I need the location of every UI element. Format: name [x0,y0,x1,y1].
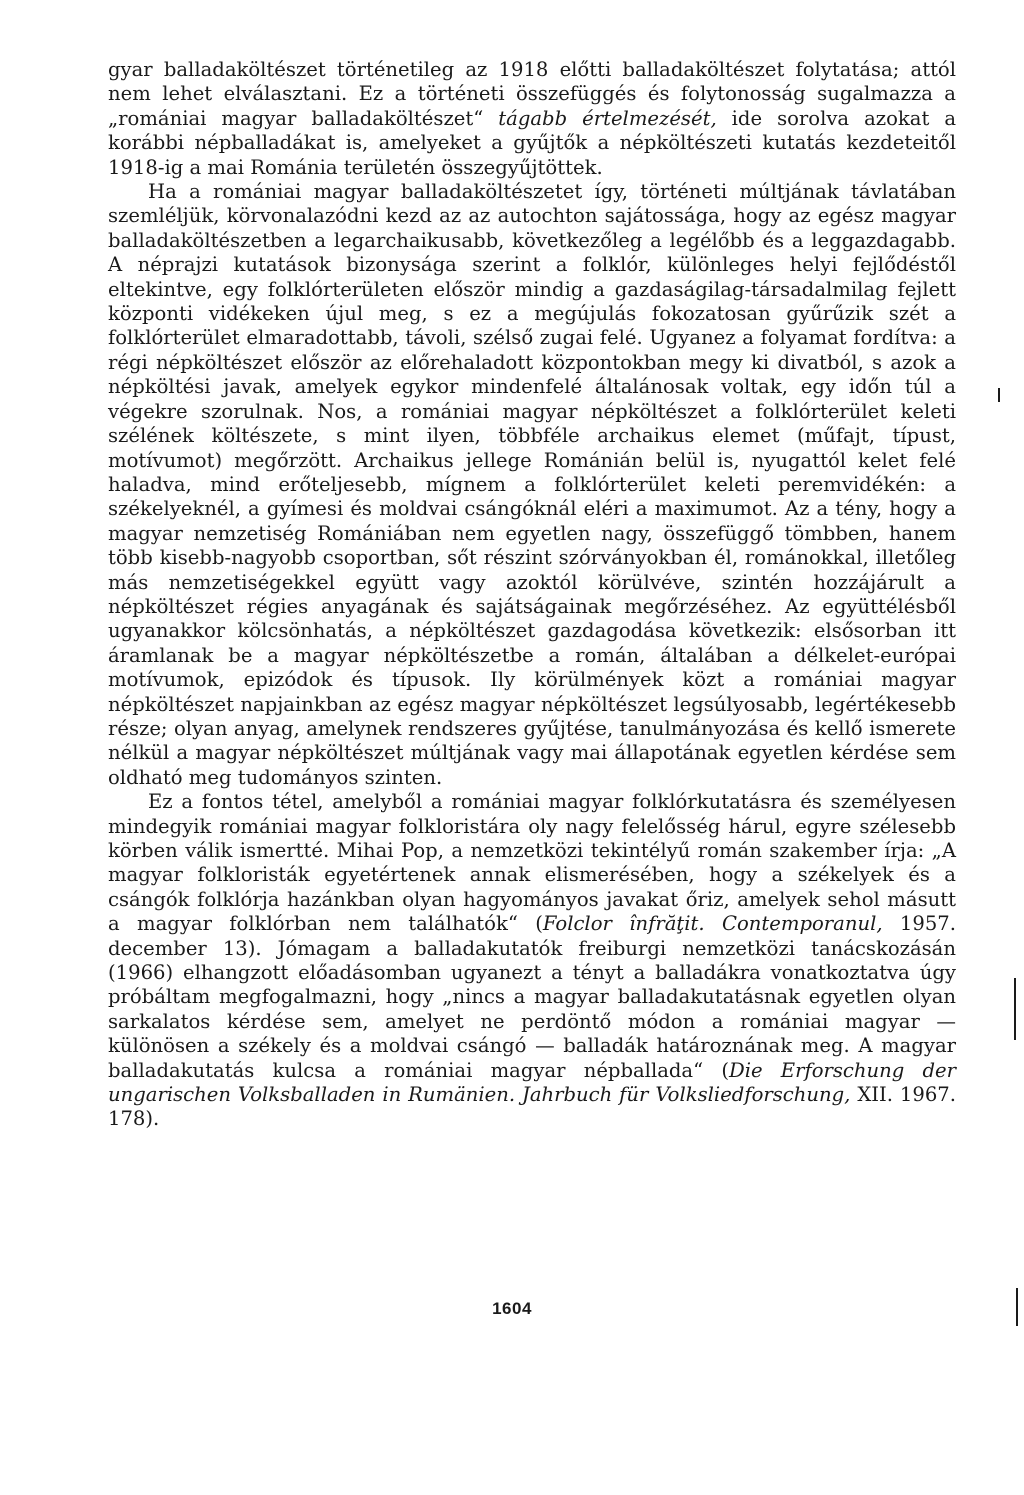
paragraph-2 [108,180,956,790]
italic-citation: Folclor înfrăţit. Contemporanul, [542,912,883,936]
text-run: ide sorolva azokat a korábbi népballadákat is, amelyeket a gyűjtők a népköltészeti kutatás kezdeteitől 1918-ig a mai Románia területén összegyűjtöttek. [108,106,957,179]
text-run: Ha a romániai magyar balladaköltészetet így, történeti múltjának távlatában szemléljük, körvonalazódni kezd az az autochton sajátossága, hogy az egész magyar balladaköltészetben a legarchaikusabb, következőleg a legélőbb és a leggazdagabb. A néprajzi kutatások bizonysága szerint a folklór, különleges helyi fejlődéstől eltekintve, egy folklórterületen először mindig a gazdaságilag-társadalmilag fejlett központi vidékeken újul meg, s ez a megújulás fokozatosan gyűrűzik szét a folklórterület elmaradottabb, távoli, szélső zugai felé. Ugyanez a folyamat fordítva: a régi népköltészet először az előrehaladott központokban megy ki divatból, s azok a népköltési javak, amelyek egykor mindenfelé általánosak voltak, egy időn túl a végekre szorulnak. Nos, a romániai magyar népköltészet a folklórterület keleti szélének költészete, s mint ilyen, többféle archaikus elemet (műfajt, típust, motívumot) megőrzött. Archaikus jellege Románián belül is, nyugattól kelet felé haladva, mind erőteljesebb, mígnem a folklórterület keleti peremvidékén: a székelyeknél, a gyímesi és moldvai csángóknál eléri a maximumot. Az a tény, hogy a magyar nemzetiség Romániában nem egyetlen nagy, összefüggő tömbben, hanem több kisebb-nagyobb csoportban, sőt részint szórványokban él, románokkal, illetőleg más nemzetiségekkel együtt vagy azoktól körülvéve, szintén hozzájárult a népköltészet régies anyagának és sajátságainak megőrzéséhez. Az együttélésből ugyanakkor kölcsönhatás, a népköltészet gazdagodása következik: elsősorban itt áramlanak be a magyar népköltészetbe a román, általában a délkelet-európai motívumok, epizódok és típusok. Ily körülmények közt a romániai magyar népköltészet napjainkban az egész magyar népköltészet legsúlyosabb, legértékesebb része; olyan anyag, amelynek rendszeres gyűjtése, tanulmányozása és kellő ismerete nélkül a magyar népköltészet múltjának vagy mai állapotának egyetlen kérdése sem oldható meg tudományos szinten. [108,180,956,789]
italic-citation: Die Erforschung der ungarischen Volksballaden in Rumänien. Jahrbuch für Volksliedforschung, [108,1058,957,1107]
page-number: 1604 [492,1299,532,1318]
paragraph-3 [108,790,956,1132]
paragraph-1 [108,58,956,180]
margin-mark [998,388,1000,402]
text-run: XII. 1967. 178). [108,1083,956,1131]
text-run: gyar balladaköltészet történetileg az 1918 előtti balladaköltészet folytatása; attól nem lehet elválasztani. Ez a történeti összefüggés és folytonosság sugalmazza a „romániai magyar balladaköltészet“ [108,58,956,130]
margin-mark [1014,978,1016,1040]
text-run: Ez a fontos tétel, amelyből a romániai magyar folklórkutatásra és személyesen mindegyik romániai magyar folkloristára oly nagy felelősség hárul, egyre szélesebb körben válik ismertté. Mihai Pop, a nemzetközi tekintélyű román szakember írja: „A magyar folkloristák egyetértenek annak elismerésében, hogy a székelyek és a csángók folklórja hazánkban olyan hagyományos javakat őriz, amelyek sehol másutt a magyar folklórban nem találhatók“ ( [108,790,956,936]
body-text [108,58,956,1132]
italic-citation: tágabb értelmezését, [498,106,717,130]
margin-mark [1016,1288,1018,1326]
text-run: 1957. december 13). Jómagam a balladakutatók freiburgi nemzetközi tanácskozásán (1966) elhangzott előadásomban ugyanezt a tényt a balladákra vonatkoztatva úgy próbáltam megfogalmazni, hogy „nincs a magyar balladakutatásnak egyetlen olyan sarkalatos kérdése sem, amelyet ne perdöntő módon a romániai magyar — különösen a székely és a moldvai csángó — balladák határoznának meg. A magyar balladakutatás kulcsa a romániai magyar népballada“ ( [108,912,957,1082]
